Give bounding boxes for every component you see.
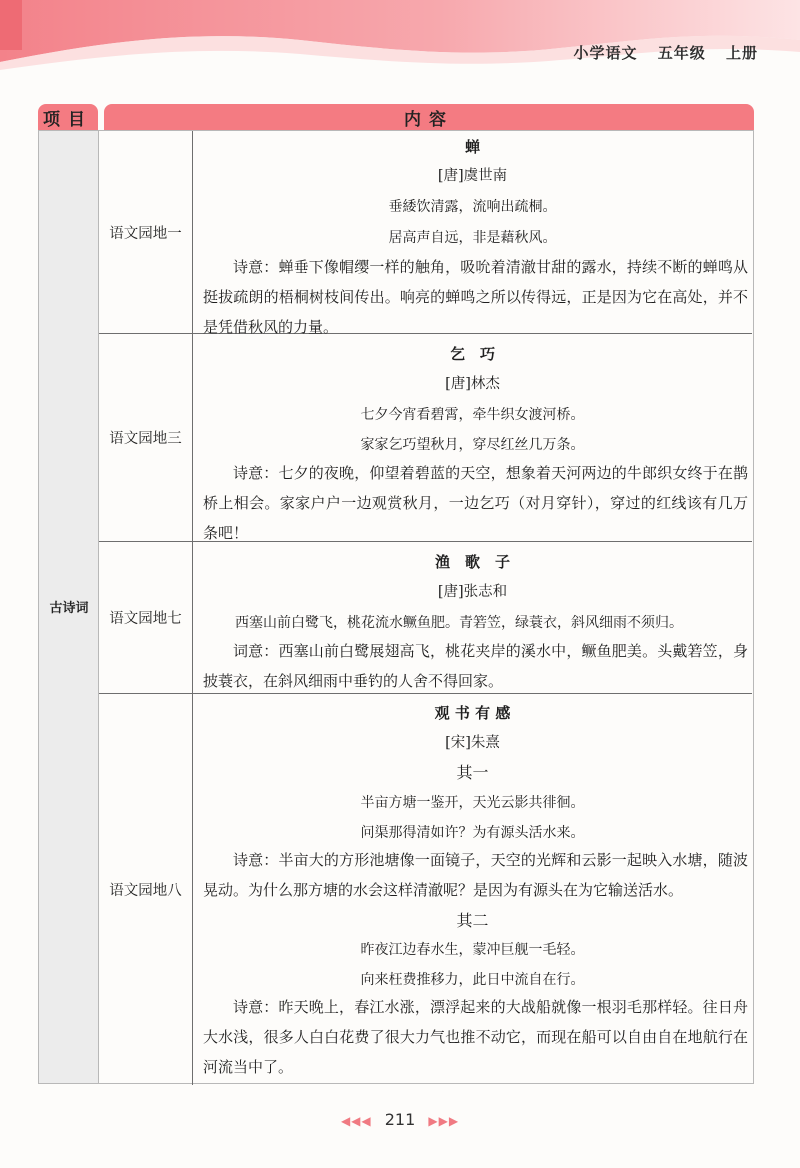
row-content	[193, 694, 752, 1085]
row-source: 语文园地七	[99, 542, 193, 693]
poem-meaning: 诗意：七夕的夜晚，仰望着碧蓝的天空，想象着天河两边的牛郎织女终于在鹊桥上相会。家家户户一边观赏秋月，一边乞巧（对月穿针），穿过的红线该有几万条吧！	[203, 464, 748, 542]
header-book-info	[559, 42, 758, 63]
column-header-item: 项目	[38, 104, 98, 130]
row-source: 语文园地一	[99, 131, 193, 333]
poem-line: 垂緌饮清露，流响出疏桐。	[388, 199, 557, 215]
poem-meaning: 诗意：昨天晚上，春江水涨，漂浮起来的大战船就像一根羽毛那样轻。往日舟大水浅，很多人白白花费了很大力气也推不动它，而现在船可以自由自在地航行在河流当中了。	[203, 998, 748, 1076]
table-row	[99, 542, 752, 694]
header-volume: 上册	[725, 44, 758, 62]
row-source: 语文园地八	[99, 694, 193, 1085]
poem-line: 昨夜江边春水生，蒙冲巨舰一毛轻。	[360, 942, 585, 958]
column-header-content: 内容	[104, 104, 754, 130]
category-label: 古诗词	[49, 601, 89, 616]
right-arrows-icon: ▶▶▶	[428, 1114, 460, 1128]
left-arrows-icon: ◀◀◀	[340, 1114, 372, 1128]
poem-line: 居高声自远，非是藉秋风。	[388, 230, 557, 246]
poem-line: 向来枉费推移力，此日中流自在行。	[360, 972, 585, 988]
poem-author: [唐]林杰	[445, 376, 500, 392]
poem-meaning: 词意：西塞山前白鹭展翅高飞，桃花夹岸的溪水中，鳜鱼肥美。头戴箬笠，身披蓑衣，在斜风细雨中垂钓的人舍不得回家。	[203, 642, 748, 690]
poem-title: 乞 巧	[449, 345, 495, 363]
poem-line: 家家乞巧望秋月，穿尽红丝几万条。	[360, 437, 585, 453]
poem-line: 半亩方塘一鉴开，天光云影共徘徊。	[360, 795, 585, 811]
poem-part-label: 其一	[456, 763, 489, 782]
poem-title: 观 书 有 感	[434, 704, 511, 722]
poem-line: 西塞山前白鹭飞，桃花流水鳜鱼肥。青箬笠，绿蓑衣，斜风细雨不须归。	[235, 615, 683, 631]
poem-author: [宋]朱熹	[445, 735, 500, 751]
poem-meaning: 诗意：半亩大的方形池塘像一面镜子，天空的光辉和云影一起映入水塘，随波晃动。为什么那方塘的水会这样清澈呢？是因为有源头在为它输送活水。	[203, 851, 748, 899]
row-source: 语文园地三	[99, 334, 193, 541]
table-row	[99, 334, 752, 542]
header-subject: 小学语文	[573, 44, 638, 62]
header-grade: 五年级	[657, 44, 706, 62]
poem-title: 渔 歌 子	[434, 553, 510, 571]
category-cell	[39, 131, 99, 1083]
poem-title: 蝉	[464, 138, 480, 156]
row-content	[193, 542, 752, 693]
poem-line: 问渠那得清如许？为有源头活水来。	[360, 825, 585, 841]
row-content	[193, 131, 752, 336]
poem-line: 七夕今宵看碧霄，牵牛织女渡河桥。	[360, 407, 585, 423]
row-content	[193, 334, 752, 541]
poem-meaning: 诗意：蝉垂下像帽缨一样的触角，吸吮着清澈甘甜的露水，持续不断的蝉鸣从挺拔疏朗的梧桐树枝间传出。响亮的蝉鸣之所以传得远，正是因为它在高处，并不是凭借秋风的力量。	[203, 258, 748, 336]
page-footer	[0, 1110, 800, 1129]
page-number: 211	[384, 1110, 416, 1129]
table-row	[99, 131, 752, 334]
poem-part-label: 其二	[456, 911, 489, 930]
table-row	[99, 694, 752, 1085]
poem-author: [唐]张志和	[437, 584, 508, 600]
poem-author: [唐]虞世南	[437, 168, 508, 184]
poetry-table	[38, 130, 754, 1084]
